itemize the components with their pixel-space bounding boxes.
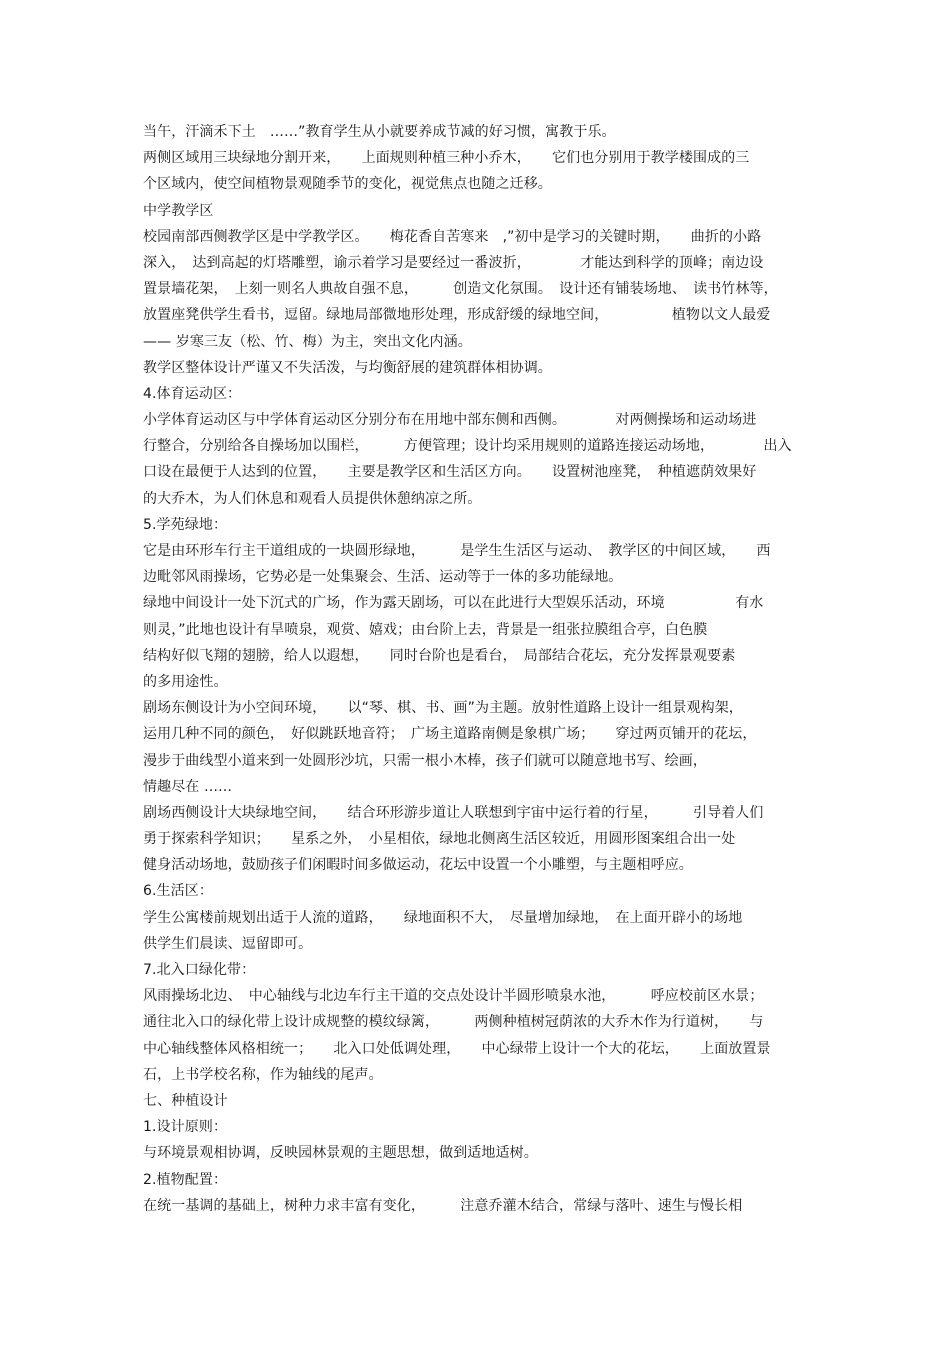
text-line: 深入， 达到高起的灯塔雕塑，谕示着学习是要经过一番波折， 才能达到科学的顶峰；南边设	[143, 254, 764, 271]
text-line: 当午，汗滴禾下土 ……”教育学生从小就要养成节减的好习惯，寓教于乐。	[143, 124, 616, 140]
text-line: 7.北入口绿化带：	[143, 962, 256, 978]
text-line: 的大乔木，为人们休息和观看人员提供休憩纳凉之所。	[143, 490, 482, 507]
text-line: 小学体育运动区与中学体育运动区分别分布在用地中部东侧和西侧。 对两侧操场和运动场进	[143, 412, 757, 429]
text-line: 中学教学区	[143, 202, 214, 219]
text-line: 健身活动场地，鼓励孩子们闲暇时间多做运动，花坛中设置一个小雕塑，与主题相呼应。	[143, 857, 693, 874]
text-line: 风雨操场北边、 中心轴线与北边车行主干道的交点处设计半圆形喷泉水池， 呼应校前区水景；	[143, 988, 764, 1005]
text-line: 则灵，”此地也设计有旱喷泉，观赏、嬉戏；由台阶上去，背景是一组张拉膜组合亭，白色膜	[143, 621, 708, 638]
text-line: 6.生活区：	[143, 883, 213, 900]
text-line: 两侧区域用三块绿地分割开来， 上面规则种植三种小乔木， 它们也分别用于教学楼围成的三	[143, 150, 750, 167]
text-line: 剧场西侧设计大块绿地空间， 结合环形游步道让人联想到宇宙中运行着的行星， 引导着人们	[143, 804, 764, 821]
text-line: 个区域内，使空间植物景观随季节的变化，视觉焦点也随之迁移。	[143, 176, 552, 193]
text-line: 漫步于曲线型小道来到一处圆形沙坑，只需一根小木棒，孩子们就可以随意地书写、绘画，	[143, 752, 707, 769]
text-line: 4.体育运动区：	[143, 385, 242, 402]
text-line: 置景墙花架， 上刻一则名人典故自强不息， 创造文化氛围。 设计还有铺装场地、 读书竹林等，	[143, 281, 778, 298]
text-line: 口设在最便于人达到的位置， 主要是教学区和生活区方向。 设置树池座凳， 种植遮荫效果好	[143, 464, 757, 481]
text-line: 剧场东侧设计为小空间环境， 以“琴、棋、书、画”为主题。放射性道路上设计一组景观构架，	[143, 700, 743, 717]
text-line: 行整合，分别给各自操场加以围栏， 方便管理；设计均采用规则的道路连接运动场地， 出入	[143, 438, 792, 455]
text-line: 七、种植设计	[143, 1092, 228, 1109]
text-line: 1.设计原则：	[143, 1119, 228, 1136]
text-line: 通往北入口的绿化带上设计成规整的模纹绿篱， 两侧种植树冠荫浓的大乔木作为行道树， 与	[143, 1014, 764, 1031]
text-line: —— 岁寒三友（松、竹、梅）为主，突出文化内涵。	[143, 333, 472, 350]
text-line: 情趣尽在 ……	[143, 778, 233, 795]
text-line: 中心轴线整体风格相统一； 北入口处低调处理， 中心绿带上设计一个大的花坛， 上面放置景	[143, 1040, 771, 1057]
text-line: 2.植物配置：	[143, 1171, 228, 1188]
text-line: 结构好似飞翔的翅膀，给人以遐想， 同时台阶也是看台， 局部结合花坛，充分发挥景观要素	[143, 647, 736, 664]
text-line: 它是由环形车行主干道组成的一块圆形绿地， 是学生生活区与运动、 教学区的中间区域， 西	[143, 543, 771, 559]
text-line: 供学生们晨读、逗留即可。	[143, 935, 313, 952]
text-line: 教学区整体设计严谨又不失活泼，与均衡舒展的建筑群体相协调。	[143, 359, 552, 376]
text-line: 的多用途性。	[143, 673, 228, 690]
text-line: 校园南部西侧教学区是中学教学区。 梅花香自苦寒来 ,”初中是学习的关键时期， 曲折的小路	[143, 228, 762, 245]
text-line: 与环境景观相协调，反映园林景观的主题思想，做到适地适树。	[143, 1145, 538, 1162]
document-body	[143, 119, 813, 1219]
text-line: 勇于探索科学知识； 星系之外， 小星相依，绿地北侧离生活区较近，用圆形图案组合出一处	[143, 831, 736, 848]
text-line: 石，上书学校名称，作为轴线的尾声。	[143, 1066, 383, 1083]
text-line: 在统一基调的基础上，树种力求丰富有变化， 注意乔灌木结合，常绿与落叶、速生与慢长相	[143, 1197, 743, 1214]
text-line: 绿地中间设计一处下沉式的广场，作为露天剧场，可以在此进行大型娱乐活动，环境 有水	[143, 595, 764, 612]
text-line: 放置座凳供学生看书，逗留。绿地局部微地形处理，形成舒缓的绿地空间， 植物以文人最爱	[143, 307, 771, 324]
text-line: 学生公寓楼前规划出适于人流的道路， 绿地面积不大， 尽量增加绿地， 在上面开辟小的场地	[143, 909, 743, 926]
text-line: 5.学苑绿地：	[143, 516, 228, 533]
text-line: 边毗邻风雨操场，它势必是一处集聚会、生活、运动等于一体的多功能绿地。	[143, 569, 623, 586]
text-line: 运用几种不同的颜色， 好似跳跃地音符； 广场主道路南侧是象棋广场； 穿过两页铺开的花坛，	[143, 726, 757, 743]
